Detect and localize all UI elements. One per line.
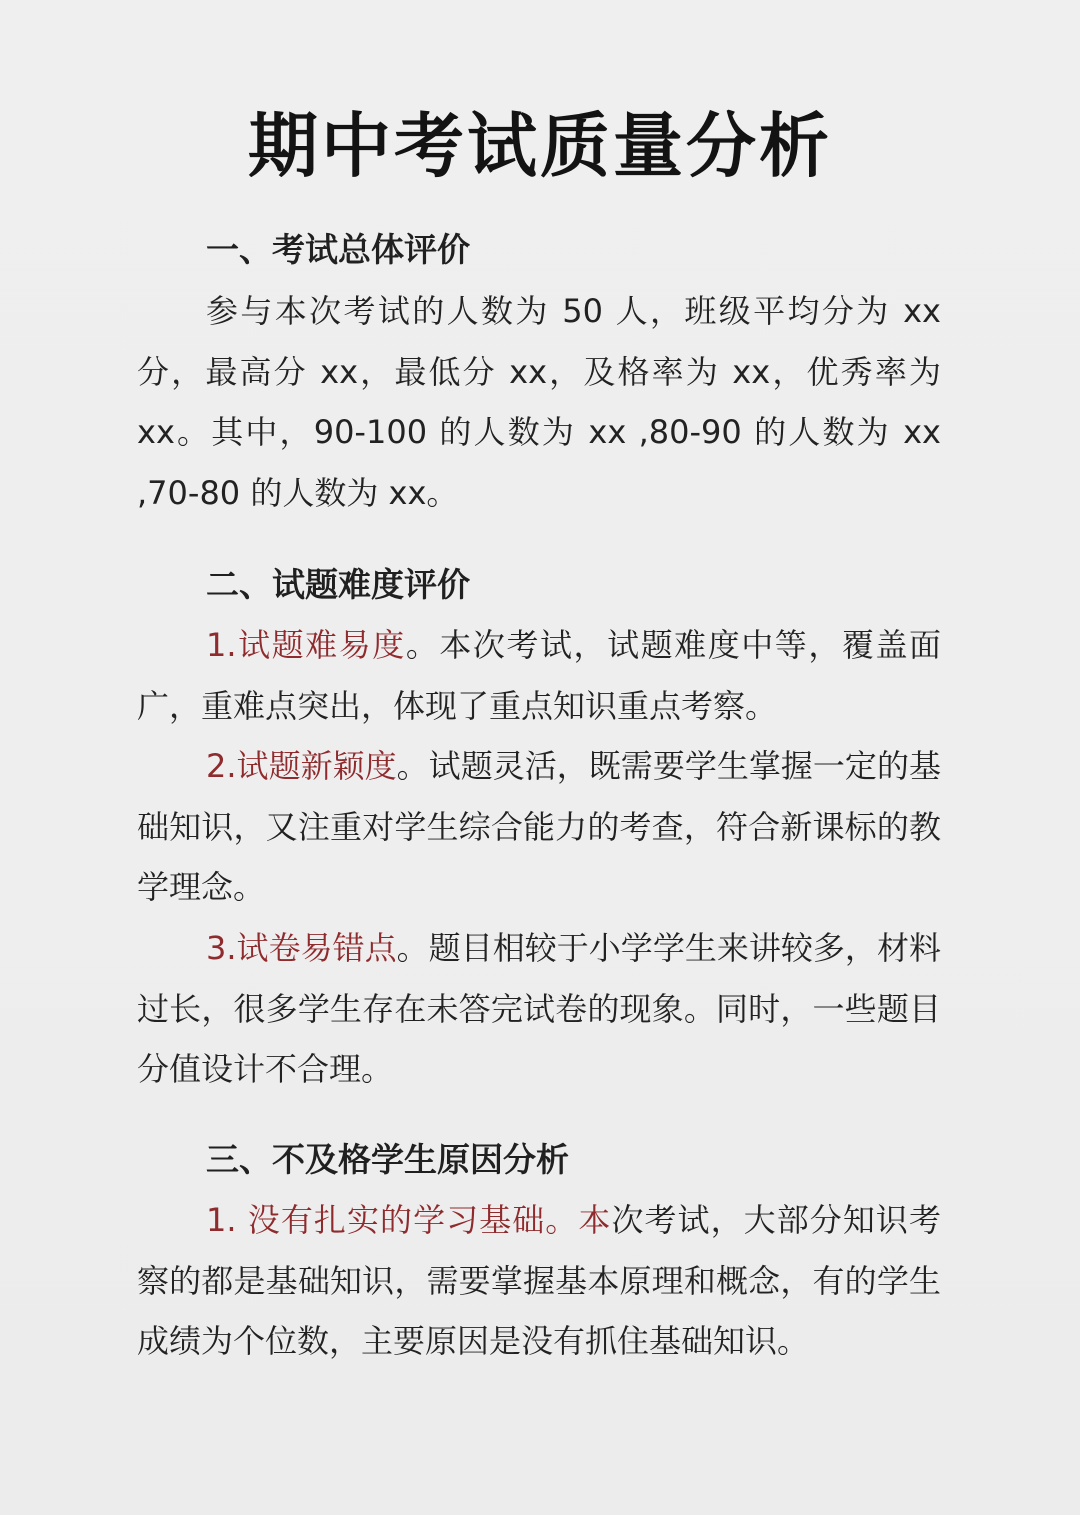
section-heading-overall: 一、考试总体评价	[206, 230, 470, 269]
paragraph-difficulty-2	[137, 736, 941, 918]
section-heading-difficulty: 二、试题难度评价	[206, 565, 470, 604]
item-label-foundation: 1. 没有扎实的学习基础。本	[206, 1201, 612, 1239]
paragraph-failing-reason-1	[137, 1190, 941, 1372]
item-text-foundation: 次考试，大部分知识考察的都是基础知识，需要掌握基本原理和概念，有的学生成绩为个位数，主要原因是没有抓住基础知识。	[137, 1201, 941, 1360]
page-title: 期中考试质量分析	[248, 105, 832, 187]
section-heading-failing-reasons: 三、不及格学生原因分析	[206, 1140, 569, 1179]
item-text-novelty: 。试题灵活，既需要学生掌握一定的基础知识，又注重对学生综合能力的考查，符合新课标的教学理念。	[137, 747, 941, 906]
paragraph-difficulty-3	[137, 918, 941, 1100]
paragraph-difficulty-1	[137, 615, 941, 736]
item-text-error-points: 。题目相较于小学学生来讲较多，材料过长，很多学生存在未答完试卷的现象。同时，一些题目分值设计不合理。	[137, 929, 941, 1088]
paragraph-overall: 参与本次考试的人数为 50 人，班级平均分为 xx 分，最高分 xx，最低分 xx，及格率为 xx，优秀率为 xx。其中，90-100 的人数为 xx ,80-90 的人数为 xx ,70-80 的人数为 xx。	[137, 292, 941, 512]
item-label-error-points: 3.试卷易错点	[206, 929, 397, 967]
item-label-novelty: 2.试题新颖度	[206, 747, 397, 785]
item-text-difficulty: 。本次考试，试题难度中等，覆盖面广，重难点突出，体现了重点知识重点考察。	[137, 626, 941, 725]
item-label-difficulty: 1.试题难易度	[206, 626, 406, 664]
